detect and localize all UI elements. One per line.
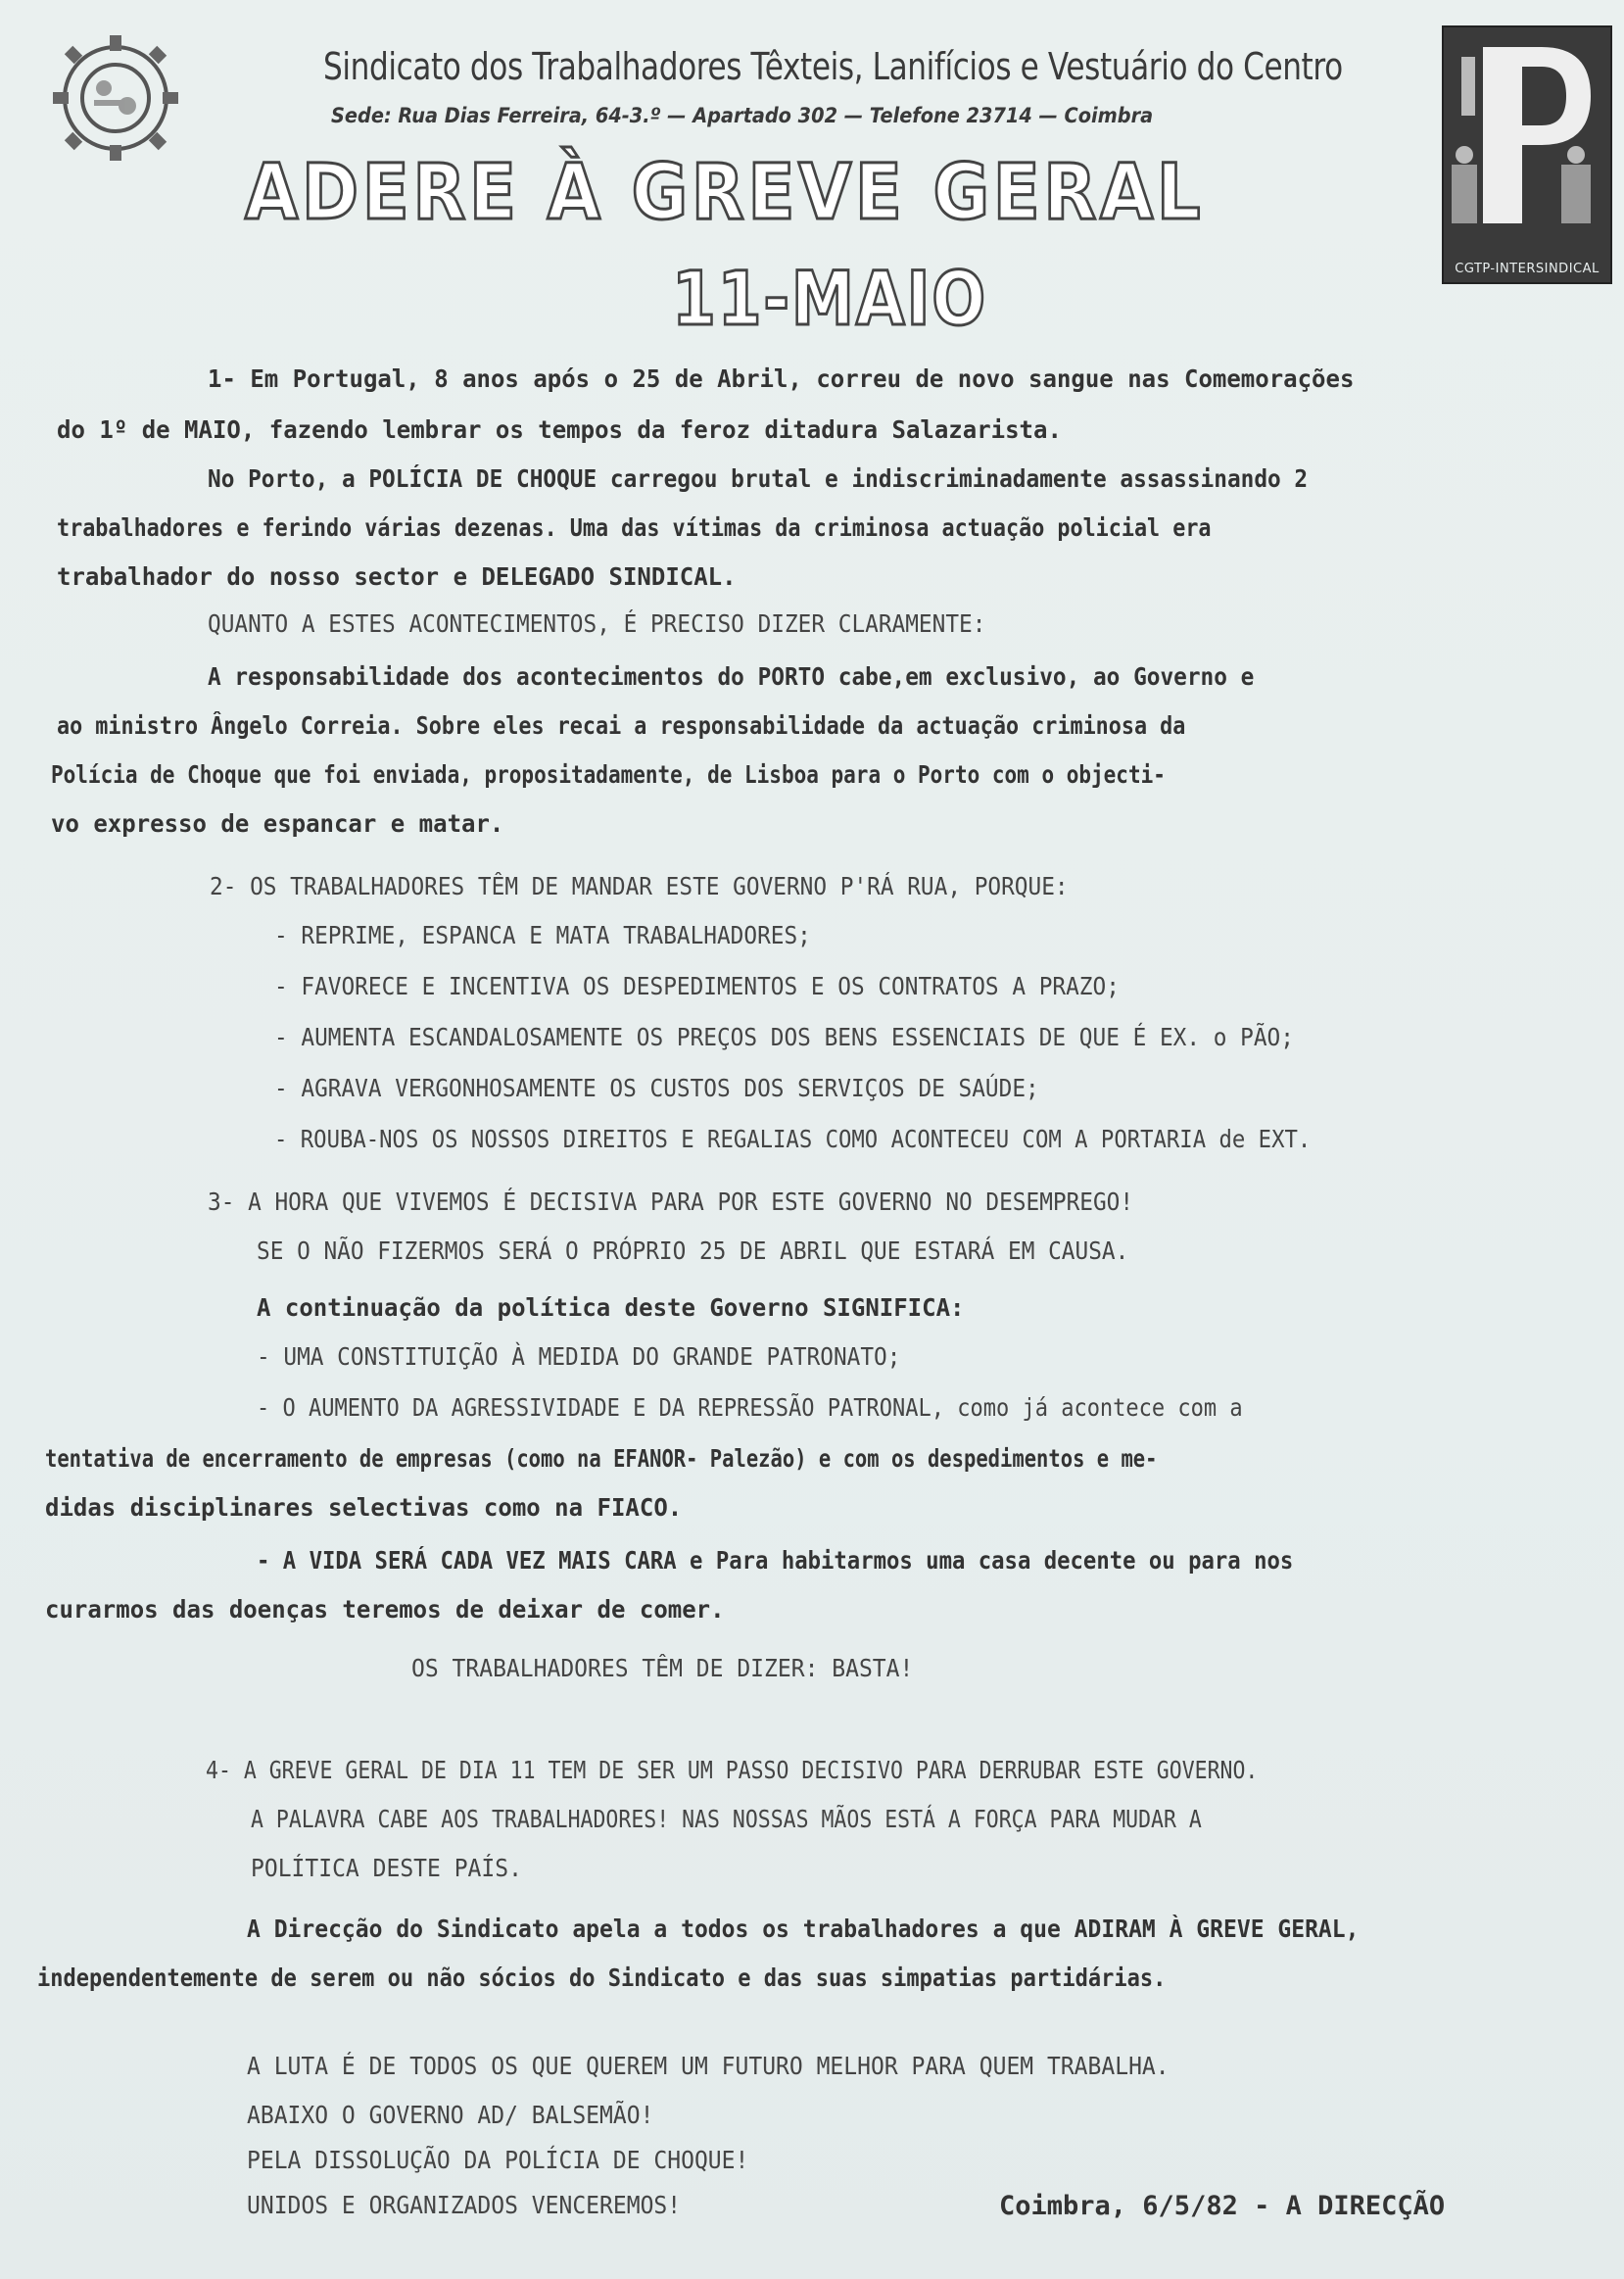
union-name: Sindicato dos Trabalhadores Têxteis, Lanifícios e Vestuário do Centro bbox=[323, 45, 1343, 88]
cgtp-caption: CGTP-INTERSINDICAL bbox=[1455, 262, 1600, 276]
body-line: OS TRABALHADORES TÊM DE DIZER: BASTA! bbox=[411, 1654, 914, 1682]
body-line: 3- A HORA QUE VIVEMOS É DECISIVA PARA POR ESTE GOVERNO NO DESEMPREGO! bbox=[208, 1188, 1134, 1216]
body-line: ABAIXO O GOVERNO AD/ BALSEMÃO! bbox=[247, 2101, 654, 2129]
body-line: vo expresso de espancar e matar. bbox=[51, 809, 504, 838]
strike-date: 11-MAIO bbox=[672, 255, 987, 342]
cgtp-emblem-icon bbox=[1444, 27, 1610, 243]
union-address: Sede: Rua Dias Ferreira, 64-3.º — Apartado 302 — Telefone 23714 — Coimbra bbox=[331, 104, 1154, 127]
headline: ADERE À GREVE GERAL bbox=[245, 149, 1205, 237]
body-line: didas disciplinares selectivas como na FIACO. bbox=[45, 1493, 683, 1522]
body-line: do 1º de MAIO, fazendo lembrar os tempos da feroz ditadura Salazarista. bbox=[57, 415, 1062, 444]
signature: Coimbra, 6/5/82 - A DIRECÇÃO bbox=[999, 2191, 1446, 2221]
body-line: - FAVORECE E INCENTIVA OS DESPEDIMENTOS E OS CONTRATOS A PRAZO; bbox=[274, 972, 1120, 1000]
body-line: trabalhadores e ferindo várias dezenas. Uma das vítimas da criminosa actuação policial era bbox=[57, 513, 1212, 542]
body-line: - A VIDA SERÁ CADA VEZ MAIS CARA e Para habitarmos uma casa decente ou para nos bbox=[257, 1546, 1294, 1575]
body-line: PELA DISSOLUÇÃO DA POLÍCIA DE CHOQUE! bbox=[247, 2146, 749, 2174]
body-line: A Direcção do Sindicato apela a todos os trabalhadores a que ADIRAM À GREVE GERAL, bbox=[247, 1915, 1360, 1943]
cgtp-logo bbox=[1442, 25, 1612, 284]
body-line: 1- Em Portugal, 8 anos após o 25 de Abril, correu de novo sangue nas Comemorações bbox=[208, 364, 1355, 393]
body-line: ao ministro Ângelo Correia. Sobre eles recai a responsabilidade da actuação criminosa da bbox=[57, 711, 1186, 740]
body-line: curarmos das doenças teremos de deixar de comer. bbox=[45, 1595, 725, 1624]
union-logo-icon bbox=[47, 29, 184, 167]
body-line: - ROUBA-NOS OS NOSSOS DIREITOS E REGALIAS COMO ACONTECEU COM A PORTARIA de EXT. bbox=[274, 1125, 1312, 1153]
body-line: - AUMENTA ESCANDALOSAMENTE OS PREÇOS DOS BENS ESSENCIAIS DE QUE É EX. o PÃO; bbox=[274, 1023, 1294, 1051]
body-line: A LUTA É DE TODOS OS QUE QUEREM UM FUTURO MELHOR PARA QUEM TRABALHA. bbox=[247, 2052, 1170, 2080]
body-line: - AGRAVA VERGONHOSAMENTE OS CUSTOS DOS SERVIÇOS DE SAÚDE; bbox=[274, 1074, 1039, 1102]
body-line: QUANTO A ESTES ACONTECIMENTOS, É PRECISO DIZER CLARAMENTE: bbox=[208, 609, 986, 638]
body-line: tentativa de encerramento de empresas (como na EFANOR- Palezão) e com os despedimentos e me- bbox=[45, 1444, 1158, 1473]
body-line: A PALAVRA CABE AOS TRABALHADORES! NAS NOSSAS MÃOS ESTÁ A FORÇA PARA MUDAR A bbox=[251, 1805, 1202, 1833]
body-line: 2- OS TRABALHADORES TÊM DE MANDAR ESTE GOVERNO P'RÁ RUA, PORQUE: bbox=[210, 872, 1069, 900]
body-line: A continuação da política deste Governo SIGNIFICA: bbox=[257, 1293, 965, 1322]
body-line: A responsabilidade dos acontecimentos do PORTO cabe,em exclusivo, ao Governo e bbox=[208, 662, 1255, 691]
body-line: UNIDOS E ORGANIZADOS VENCEREMOS! bbox=[247, 2191, 682, 2219]
body-line: POLÍTICA DESTE PAÍS. bbox=[251, 1854, 522, 1882]
body-line: - O AUMENTO DA AGRESSIVIDADE E DA REPRESSÃO PATRONAL, como já acontece com a bbox=[257, 1393, 1243, 1422]
body-line: trabalhador do nosso sector e DELEGADO SINDICAL. bbox=[57, 562, 737, 591]
body-line: SE O NÃO FIZERMOS SERÁ O PRÓPRIO 25 DE ABRIL QUE ESTARÁ EM CAUSA. bbox=[257, 1236, 1129, 1265]
body-line: - REPRIME, ESPANCA E MATA TRABALHADORES; bbox=[274, 921, 811, 949]
body-line: independentemente de serem ou não sócios do Sindicato e das suas simpatias partidárias. bbox=[37, 1964, 1167, 1992]
body-line: - UMA CONSTITUIÇÃO À MEDIDA DO GRANDE PATRONATO; bbox=[257, 1342, 901, 1371]
body-line: Polícia de Choque que foi enviada, propositadamente, de Lisboa para o Porto com o objecti- bbox=[51, 760, 1166, 789]
body-line: 4- A GREVE GERAL DE DIA 11 TEM DE SER UM PASSO DECISIVO PARA DERRUBAR ESTE GOVERNO. bbox=[206, 1756, 1259, 1784]
body-line: No Porto, a POLÍCIA DE CHOQUE carregou brutal e indiscriminadamente assassinando 2 bbox=[208, 464, 1309, 493]
